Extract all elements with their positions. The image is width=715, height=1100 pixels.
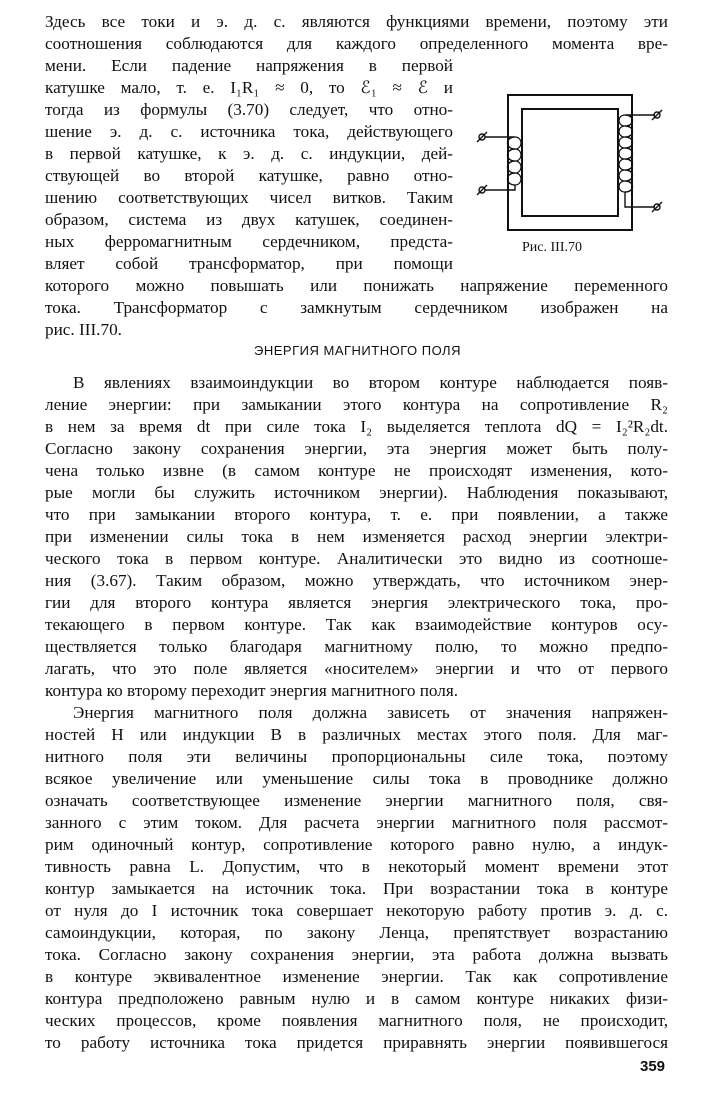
text-line: в контуре эквивалентное изменение энергии. Так как сопротивление	[45, 967, 668, 986]
text-line: вляет собой трансформатор, при помощи	[45, 254, 453, 273]
text-line: рис. III.70.	[45, 320, 122, 339]
text-line: всякое увеличение или уменьшение силы тока в проводнике должно	[45, 769, 668, 788]
figure-caption: Рис. III.70	[522, 240, 582, 255]
text-line: мени. Если падение напряжения в первой	[45, 56, 453, 75]
text-line: в первой катушке, к э. д. с. индукции, дей-	[45, 144, 453, 163]
text-line: гии для второго контура является энергия электрического тока, про-	[45, 593, 668, 612]
text-line: занного с этим током. Для расчета энергии магнитного поля рассмот-	[45, 813, 668, 832]
text-line: рые могли бы служить источником энергии). Наблюдения показывают,	[45, 483, 668, 502]
text-line: контур замыкается на источник тока. При возрастании тока в контуре	[45, 879, 668, 898]
text-line: шению соответствующих чисел витков. Таким	[45, 188, 453, 207]
text-line: ческого тока в первом контуре. Аналитически это видно из соотноше-	[45, 549, 668, 568]
text-line: шение э. д. с. источника тока, действующего	[45, 122, 453, 141]
text-line: нитного поля эти величины пропорциональны силе тока, поэтому	[45, 747, 668, 766]
text-line: чена только извне (в самом контуре не происходят изменения, кото-	[45, 461, 668, 480]
text-line: Энергия магнитного поля должна зависеть от значения напряжен-	[73, 703, 668, 722]
primary-coil-icon	[485, 137, 515, 190]
secondary-coil-icon	[625, 115, 655, 207]
text-line: при изменении силы тока в нем изменяется расход энергии электри-	[45, 527, 668, 546]
text-line: тока. Согласно закону сохранения энергии, эта работа должна вызвать	[45, 945, 668, 964]
text-line: Здесь все токи и э. д. с. являются функциями времени, поэтому эти	[45, 12, 668, 31]
text-line: образом, система из двух катушек, соединен-	[45, 210, 453, 229]
text-line: от нуля до I источник тока совершает некоторую работу против э. д. с.	[45, 901, 668, 920]
text-line: то работу источника тока придется приравнять энергии появившегося	[45, 1033, 668, 1052]
text-line: ление энергии: при замыкании этого контура на сопротивление R₂	[45, 395, 668, 414]
text-line: рим одиночный контур, сопротивление которого равно нулю, а индук-	[45, 835, 668, 854]
transformer-figure	[465, 85, 665, 235]
text-line: самоиндукции, которая, по закону Ленца, препятствует возрастанию	[45, 923, 668, 942]
page-number: 359	[640, 1058, 666, 1075]
text-line: которого можно повышать или понижать напряжение переменного	[45, 276, 668, 295]
text-line: контура предположено равным нулю и в самом контуре никаких физи-	[45, 989, 668, 1008]
text-line: тока. Трансформатор с замкнутым сердечником изображен на	[45, 298, 668, 317]
text-line: что при замыкании второго контура, т. е. при появлении, а также	[45, 505, 668, 524]
core-inner	[522, 109, 618, 216]
text-line: в нем за время dt при силе тока I₂ выделяется теплота dQ = I₂²R₂dt.	[45, 417, 668, 436]
text-line: соотношения соблюдаются для каждого определенного момента вре-	[45, 34, 668, 53]
text-line: контура ко второму переходит энергия магнитного поля.	[45, 681, 459, 700]
text-line: тивность равна L. Допустим, что в некоторый момент времени этот	[45, 857, 668, 876]
core-outer	[508, 95, 632, 230]
text-line: ческих процессов, кроме появления магнитного поля, не происходит,	[45, 1011, 668, 1030]
text-line: Согласно закону сохранения энергии, эта энергия может быть полу-	[45, 439, 668, 458]
text-line: тогда из формулы (3.70) следует, что отно-	[45, 100, 453, 119]
text-line: ния (3.67). Таким образом, можно утверждать, что источником энер-	[45, 571, 668, 590]
text-line: ствующей во второй катушке, равно отно-	[45, 166, 453, 185]
text-line: ных ферромагнитным сердечником, предста-	[45, 232, 453, 251]
text-line: ностей H или индукции B в различных местах этого поля. Для маг-	[45, 725, 668, 744]
text-line: текающего в первом контуре. Так как взаимодействие контуров осу-	[45, 615, 668, 634]
text-line: лагать, что это поле является «носителем» энергии и что от первого	[45, 659, 668, 678]
text-line: катушке мало, т. е. I₁R₁ ≈ 0, то ℰ₁ ≈ ℰ и	[45, 78, 453, 97]
section-heading: ЭНЕРГИЯ МАГНИТНОГО ПОЛЯ	[254, 343, 461, 358]
text-line: ществляется только благодаря магнитному полю, то можно предпо-	[45, 637, 668, 656]
text-line: означать соответствующее изменение энергии магнитного поля, свя-	[45, 791, 668, 810]
text-line: В явлениях взаимоиндукции во втором контуре наблюдается появ-	[73, 373, 668, 392]
